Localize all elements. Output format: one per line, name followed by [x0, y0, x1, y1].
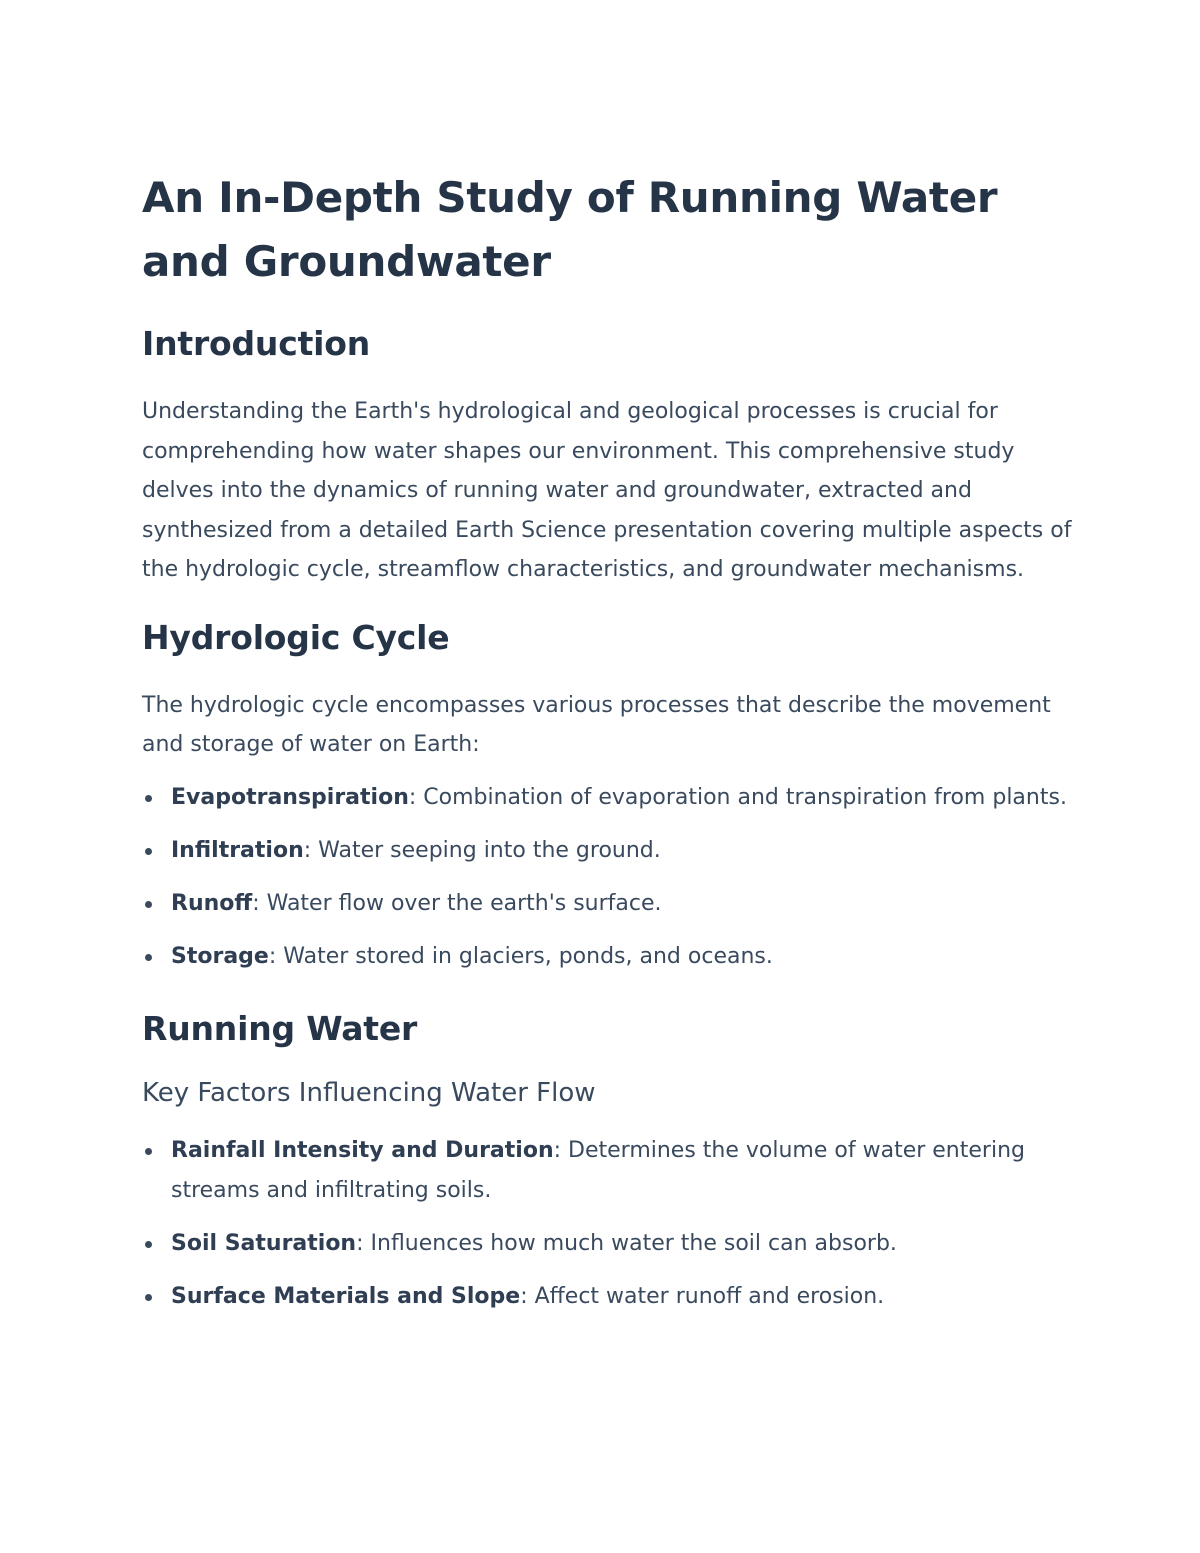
key-factors-subheading: Key Factors Influencing Water Flow: [142, 1077, 596, 1108]
list-item-desc: : Water flow over the earth's surface.: [252, 890, 662, 916]
list-item-desc: : Water stored in glaciers, ponds, and oceans.: [268, 943, 773, 969]
list-item: [142, 778, 1072, 818]
key-factors-list: [142, 1131, 1072, 1317]
bullet-icon: [145, 901, 152, 908]
list-item-term: Storage: [171, 943, 269, 969]
list-item-term: Rainfall Intensity and Duration: [171, 1137, 554, 1163]
list-item-desc: : Combination of evaporation and transpiration from plants.: [408, 784, 1067, 810]
hydrologic-cycle-paragraph: The hydrologic cycle encompasses various processes that describe the movement and storage of water on Earth:: [142, 692, 1051, 757]
list-item: [142, 1131, 1072, 1211]
hydrologic-cycle-heading: Hydrologic Cycle: [142, 617, 450, 657]
bullet-icon: [145, 1294, 152, 1301]
list-item-desc: : Determines the volume of water entering streams and infiltrating soils.: [171, 1137, 1025, 1203]
list-item: [142, 1224, 1072, 1264]
list-item-term: Soil Saturation: [171, 1230, 357, 1256]
bullet-icon: [145, 1148, 152, 1155]
list-item: [142, 937, 1072, 977]
list-item: [142, 1277, 1072, 1317]
bullet-icon: [145, 1241, 152, 1248]
list-item: [142, 831, 1072, 871]
running-water-heading: Running Water: [142, 1008, 418, 1048]
bullet-icon: [145, 954, 152, 961]
list-item-term: Infiltration: [171, 837, 304, 863]
hydrologic-cycle-list: [142, 778, 1072, 977]
list-item-term: Surface Materials and Slope: [171, 1283, 521, 1309]
list-item-desc: : Affect water runoff and erosion.: [520, 1283, 885, 1309]
list-item-desc: : Influences how much water the soil can absorb.: [356, 1230, 897, 1256]
document-title: An In-Depth Study of Running Water and Groundwater: [142, 173, 998, 286]
list-item-term: Evapotranspiration: [171, 784, 409, 810]
introduction-heading: Introduction: [142, 324, 371, 363]
bullet-icon: [145, 795, 152, 802]
list-item-desc: : Water seeping into the ground.: [303, 837, 661, 863]
bullet-icon: [145, 848, 152, 855]
introduction-paragraph: Understanding the Earth's hydrological and geological processes is crucial for comprehending how water shapes our environment. This comprehensive study delves into the dynamics of running water and groundwater, extracted and synthesized from a detailed Earth Science presentation covering multiple aspects of the hydrologic cycle, streamflow characteristics, and groundwater mechanisms.: [142, 399, 1072, 582]
document-page: [142, 166, 1072, 1317]
list-item: [142, 884, 1072, 924]
list-item-term: Runoff: [171, 890, 253, 916]
